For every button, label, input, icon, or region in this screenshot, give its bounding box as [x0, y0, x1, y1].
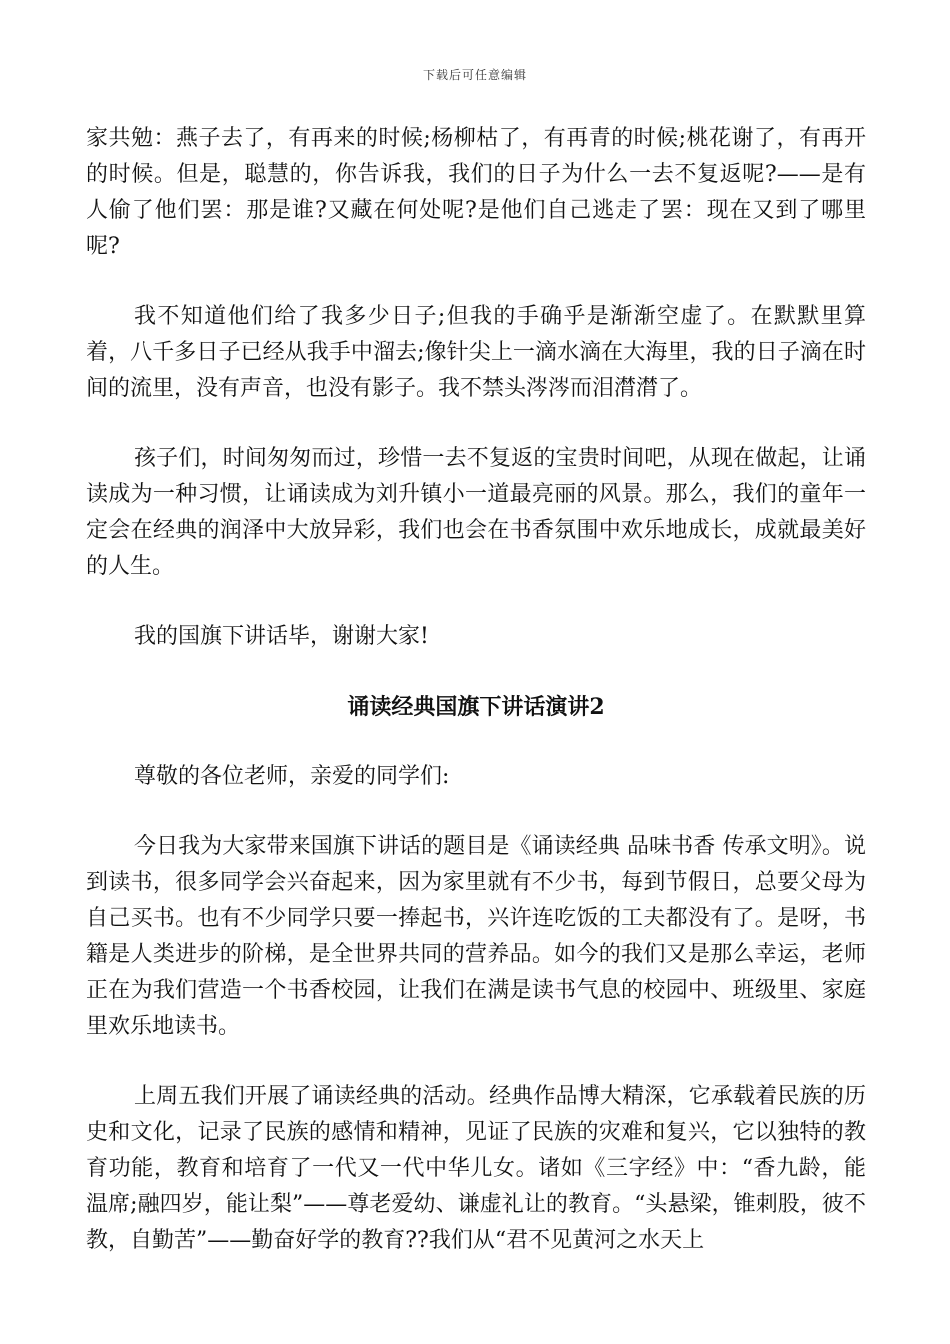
paragraph-activity: 上周五我们开展了诵读经典的活动。经典作品博大精深，它承载着民族的历史和文化，记录了民族的感情和精神，见证了民族的灾难和复兴，它以独特的教育功能，教育和培育了一代又一代中华儿女。诸如《三字经》中：“香九龄，能温席;融四岁，能让梨”——尊老爱幼、谦虚礼让的教育。“头悬梁，锥刺股，彼不教，自勤苦”——勤奋好学的教育??我们从“君不见黄河之水天上	[86, 1084, 866, 1253]
document-body	[86, 121, 866, 1293]
paragraph-days: 我不知道他们给了我多少日子;但我的手确乎是渐渐空虚了。在默默里算着，八千多日子已经从我手中溜去;像针尖上一滴水滴在大海里，我的日子滴在时间的流里，没有声音，也没有影子。我不禁头涔涔而泪潸潸了。	[86, 304, 866, 401]
paragraph-children: 孩子们，时间匆匆而过，珍惜一去不复返的宝贵时间吧，从现在做起，让诵读成为一种习惯，让诵读成为刘升镇小一道最亮丽的风景。那么，我们的童年一定会在经典的润泽中大放异彩，我们也会在书香氛围中欢乐地成长，成就最美好的人生。	[86, 446, 866, 579]
page-header: 下载后可任意编辑	[422, 68, 527, 82]
paragraph-topic: 今日我为大家带来国旗下讲话的题目是《诵读经典 品味书香 传承文明》。说到读书，很多同学会兴奋起来，因为家里就有不少书，每到节假日，总要父母为自己买书。也有不少同学只要一捧起书，兴许连吃饭的工夫都没有了。是呀，书籍是人类进步的阶梯，是全世界共同的营养品。如今的我们又是那么幸运，老师正在为我们营造一个书香校园，让我们在满是读书气息的校园中、班级里、家庭里欢乐地读书。	[86, 834, 866, 1039]
paragraph-closing: 我的国旗下讲话毕，谢谢大家!	[134, 624, 429, 649]
paragraph-salutation: 尊敬的各位老师，亲爱的同学们:	[134, 764, 450, 789]
section-title: 诵读经典国旗下讲话演讲2	[347, 694, 605, 720]
paragraph-continuation: 家共勉：燕子去了，有再来的时候;杨柳枯了，有再青的时候;桃花谢了，有再开的时候。但是，聪慧的，你告诉我，我们的日子为什么一去不复返呢?——是有人偷了他们罢：那是谁?又藏在何处呢?是他们自己逃走了罢：现在又到了哪里呢?	[86, 126, 866, 259]
